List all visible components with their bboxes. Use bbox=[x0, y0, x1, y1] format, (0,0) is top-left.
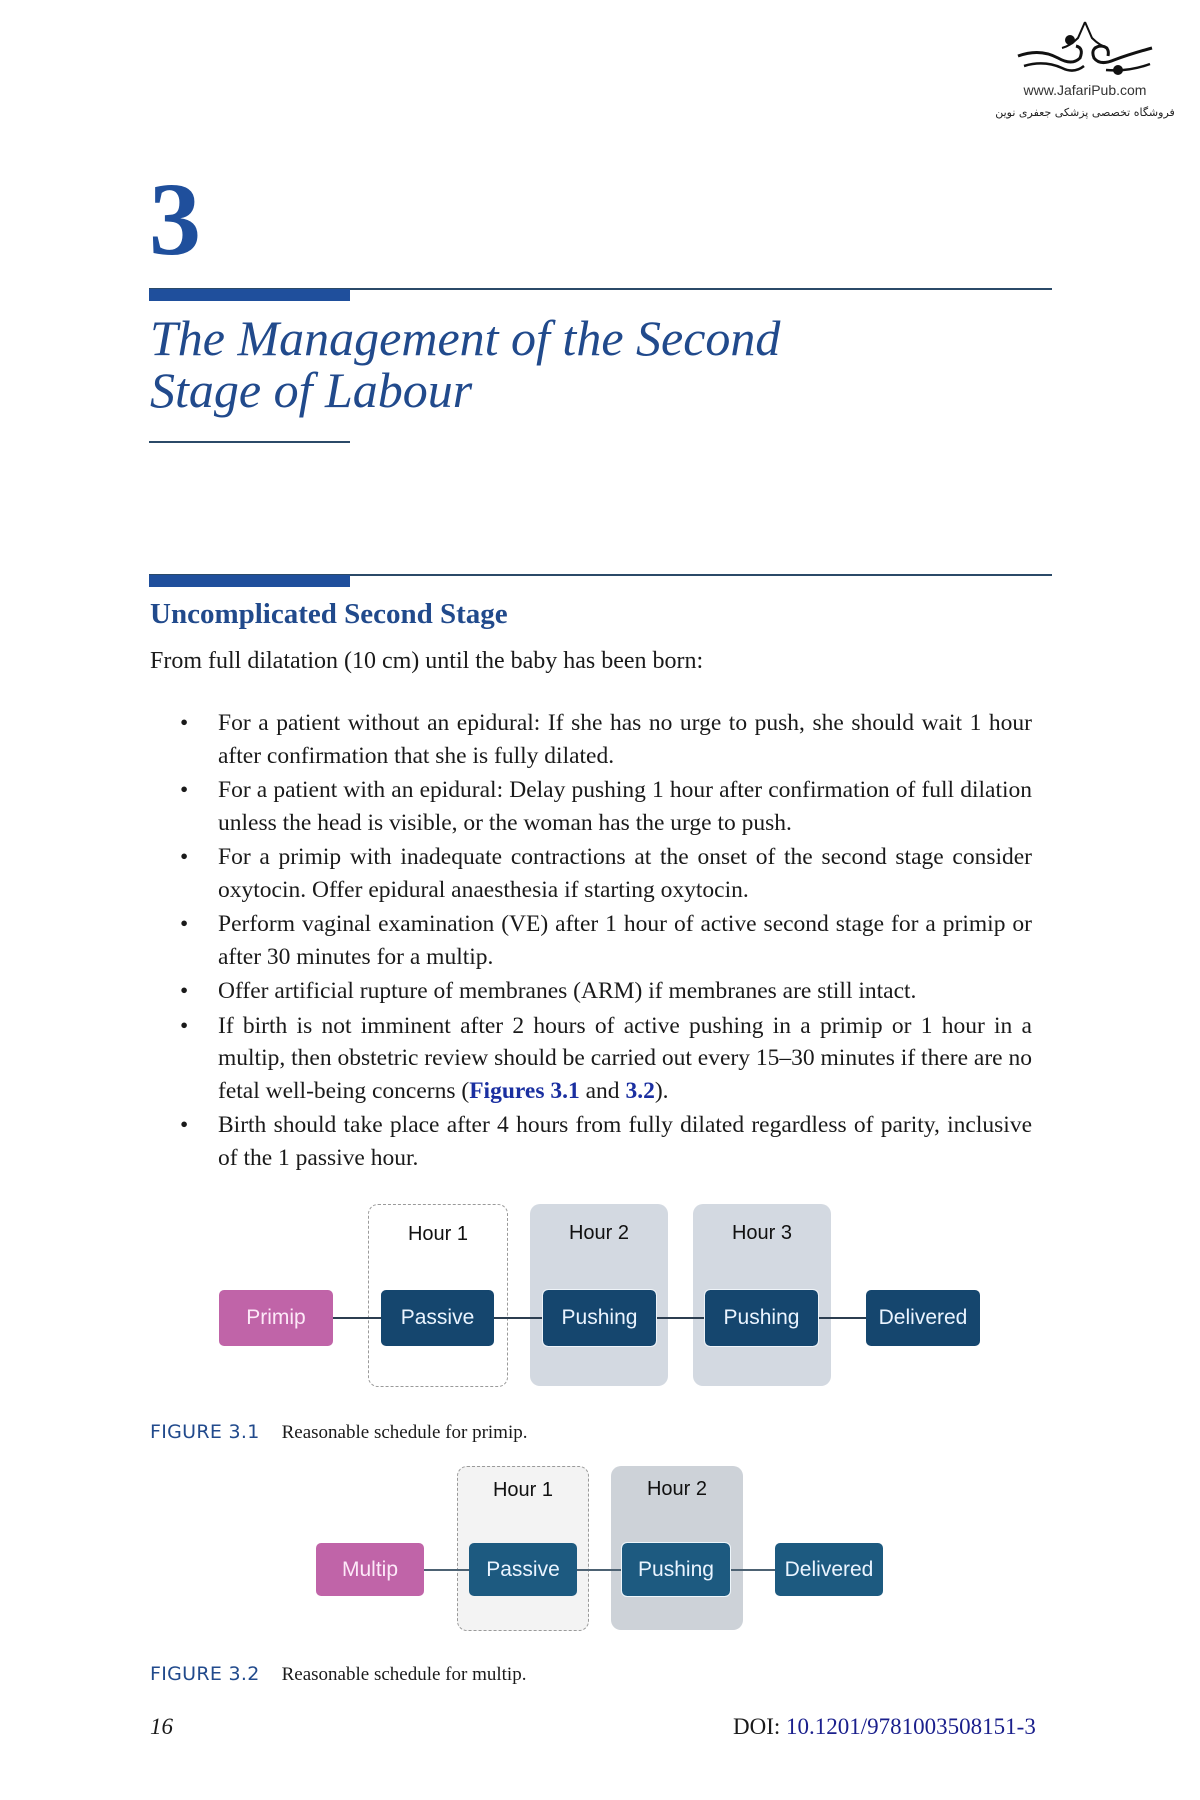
list-item bbox=[180, 841, 1032, 906]
figure-caption bbox=[150, 1421, 528, 1444]
list-item-text bbox=[218, 1013, 1032, 1104]
publisher-logo bbox=[995, 18, 1175, 138]
bullet-icon: • bbox=[180, 710, 189, 736]
bullet-icon: • bbox=[180, 1012, 189, 1039]
list-item-text: Birth should take place after 4 hours from fully dilated regardless of parity, inclusive of the 1 passive hour. bbox=[218, 1112, 1032, 1171]
list-item-text: Perform vaginal examination (VE) after 1 hour of active second stage for a primip or after 30 minutes for a multip. bbox=[218, 911, 1032, 970]
node-delivered: Delivered bbox=[866, 1290, 980, 1346]
logo-tagline: فروشگاه تخصصی پزشکی جعفری نوین bbox=[995, 106, 1175, 119]
chapter-title-line1: The Management of the Second bbox=[150, 310, 781, 366]
hour-label: Hour 1 bbox=[492, 1479, 554, 1501]
node-pushing: Pushing bbox=[622, 1543, 730, 1596]
text-run: and bbox=[579, 1077, 626, 1104]
list-item-text: Offer artificial rupture of membranes (ARM) if membranes are still intact. bbox=[218, 978, 917, 1004]
intro-paragraph: From full dilatation (10 cm) until the baby has been born: bbox=[150, 648, 704, 674]
doi-label: DOI: bbox=[733, 1714, 787, 1739]
node-passive: Passive bbox=[381, 1290, 494, 1346]
bullet-icon: • bbox=[180, 911, 189, 937]
figure-3-1-link[interactable]: Figures 3.1 bbox=[469, 1077, 580, 1104]
list-item-text: For a primip with inadequate contractions at the onset of the second stage consider oxytocin. Offer epidural anaesthesia if starting oxytocin. bbox=[218, 844, 1032, 903]
figure-caption bbox=[150, 1663, 526, 1686]
doi bbox=[733, 1714, 1036, 1740]
list-item-text: For a patient with an epidural: Delay pushing 1 hour after confirmation of full dilation unless the head is visible, or the woman has the urge to push. bbox=[218, 777, 1032, 836]
chapter-number: 3 bbox=[149, 162, 201, 277]
title-underline bbox=[149, 441, 350, 443]
node-pushing-hour2: Pushing bbox=[543, 1290, 656, 1346]
node-delivered: Delivered bbox=[775, 1543, 883, 1596]
node-passive: Passive bbox=[469, 1543, 577, 1596]
chapter-rule-accent bbox=[149, 289, 350, 301]
section-heading: Uncomplicated Second Stage bbox=[150, 598, 508, 630]
hour-label: Hour 2 bbox=[646, 1478, 708, 1500]
list-item bbox=[180, 1010, 1032, 1108]
node-pushing-hour3: Pushing bbox=[705, 1290, 818, 1346]
bullet-icon: • bbox=[180, 844, 189, 870]
node-primip: Primip bbox=[219, 1290, 333, 1346]
text-run: ). bbox=[654, 1077, 669, 1104]
logo-url: www.JafariPub.com bbox=[1023, 82, 1147, 98]
section-rule-accent bbox=[149, 575, 350, 587]
calligraphy-logo-icon bbox=[1010, 18, 1160, 80]
caption-text: Reasonable schedule for primip. bbox=[281, 1422, 528, 1443]
list-item bbox=[180, 707, 1032, 772]
hour-label: Hour 1 bbox=[407, 1223, 469, 1245]
list-item-text: For a patient without an epidural: If she has no urge to push, she should wait 1 hour after confirmation that she is fully dilated. bbox=[218, 710, 1032, 769]
chapter-title bbox=[150, 312, 780, 416]
figure-3-2-link[interactable]: 3.2 bbox=[625, 1077, 655, 1104]
hour-label: Hour 3 bbox=[731, 1222, 793, 1244]
caption-text: Reasonable schedule for multip. bbox=[281, 1664, 527, 1685]
chapter-title-line2: Stage of Labour bbox=[150, 362, 473, 418]
node-multip: Multip bbox=[316, 1543, 424, 1596]
doi-link[interactable]: 10.1201/9781003508151-3 bbox=[786, 1714, 1036, 1739]
figure-label: FIGURE 3.2 bbox=[150, 1663, 260, 1685]
text-run: If birth is not imminent after 2 hours of active pushing in a primip or 1 hour in a multip, then obstetric review should be carried out every 15–30 minutes if there are no fetal well-being concerns ( bbox=[218, 1012, 1032, 1104]
bullet-icon: • bbox=[180, 777, 189, 803]
bullet-list bbox=[180, 707, 1032, 1176]
list-item bbox=[180, 908, 1032, 973]
list-item bbox=[180, 774, 1032, 839]
bullet-icon: • bbox=[180, 978, 189, 1004]
figure-label: FIGURE 3.1 bbox=[150, 1421, 260, 1443]
list-item bbox=[180, 975, 1032, 1008]
bullet-icon: • bbox=[180, 1112, 189, 1138]
list-item bbox=[180, 1109, 1032, 1174]
page-number: 16 bbox=[150, 1714, 173, 1739]
hour-label: Hour 2 bbox=[568, 1222, 630, 1244]
